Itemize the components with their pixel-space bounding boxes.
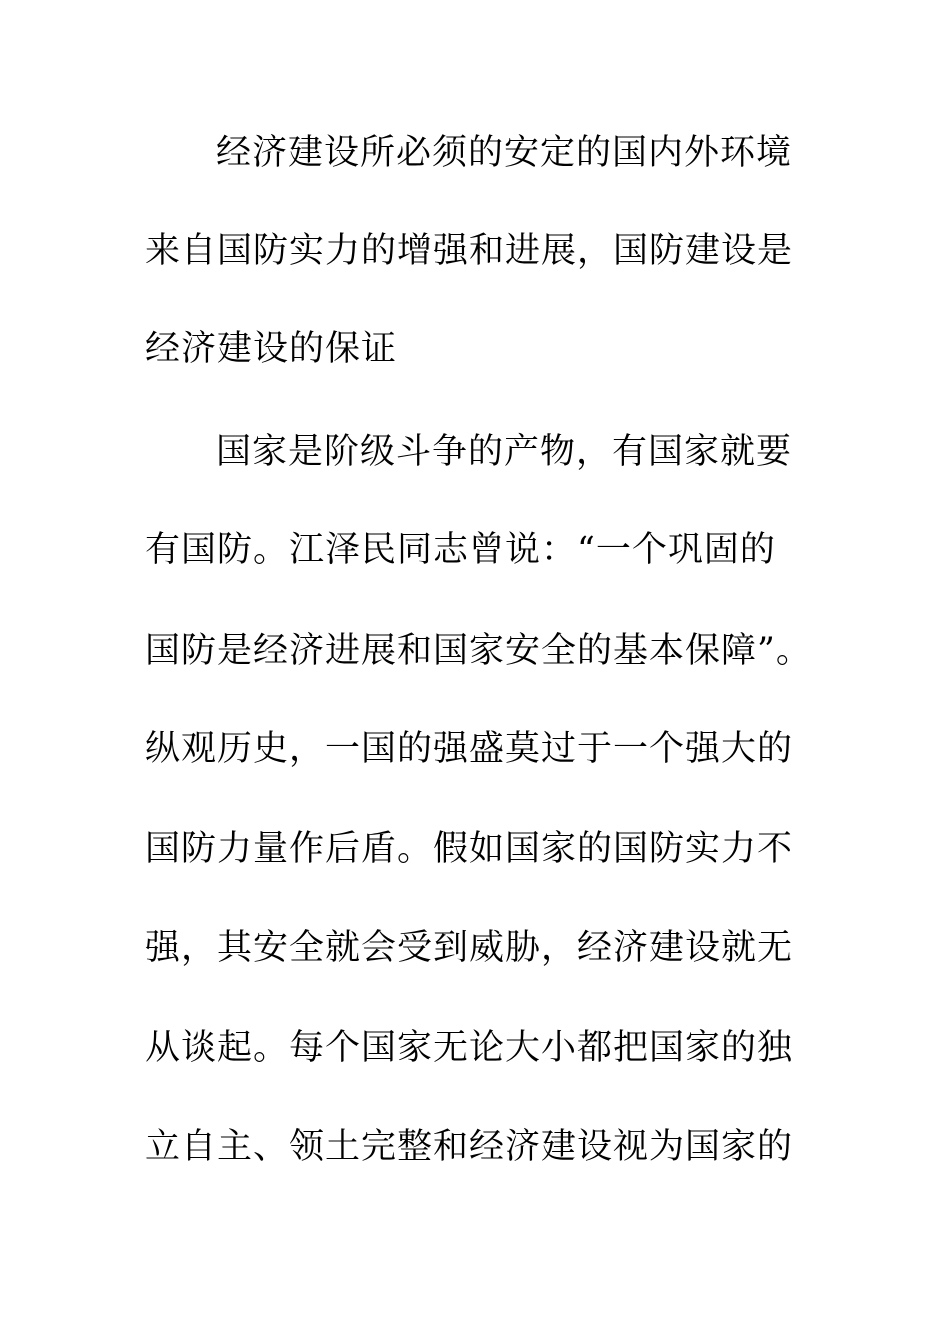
- text-line: 经济建设所必须的安定的国内外环境: [216, 133, 793, 173]
- text-line: 从谈起。每个国家无论大小都把国家的独: [145, 1028, 794, 1068]
- text-line: 立自主、领土完整和经济建设视为国家的: [145, 1127, 794, 1167]
- text-line: 国家是阶级斗争的产物，有国家就要: [216, 432, 793, 472]
- text-line: 纵观历史，一国的强盛莫过于一个强大的: [145, 729, 794, 769]
- text-line: 国防力量作后盾。假如国家的国防实力不: [145, 829, 794, 869]
- text-line: 强，其安全就会受到威胁，经济建设就无: [145, 928, 794, 968]
- text-line: 来自国防实力的增强和进展，国防建设是: [145, 231, 794, 271]
- text-line: 国防是经济进展和国家安全的基本保障”。: [145, 631, 812, 671]
- text-line: 有国防。江泽民同志曾说：“一个巩固的: [145, 530, 776, 570]
- text-line: 经济建设的保证: [145, 329, 398, 369]
